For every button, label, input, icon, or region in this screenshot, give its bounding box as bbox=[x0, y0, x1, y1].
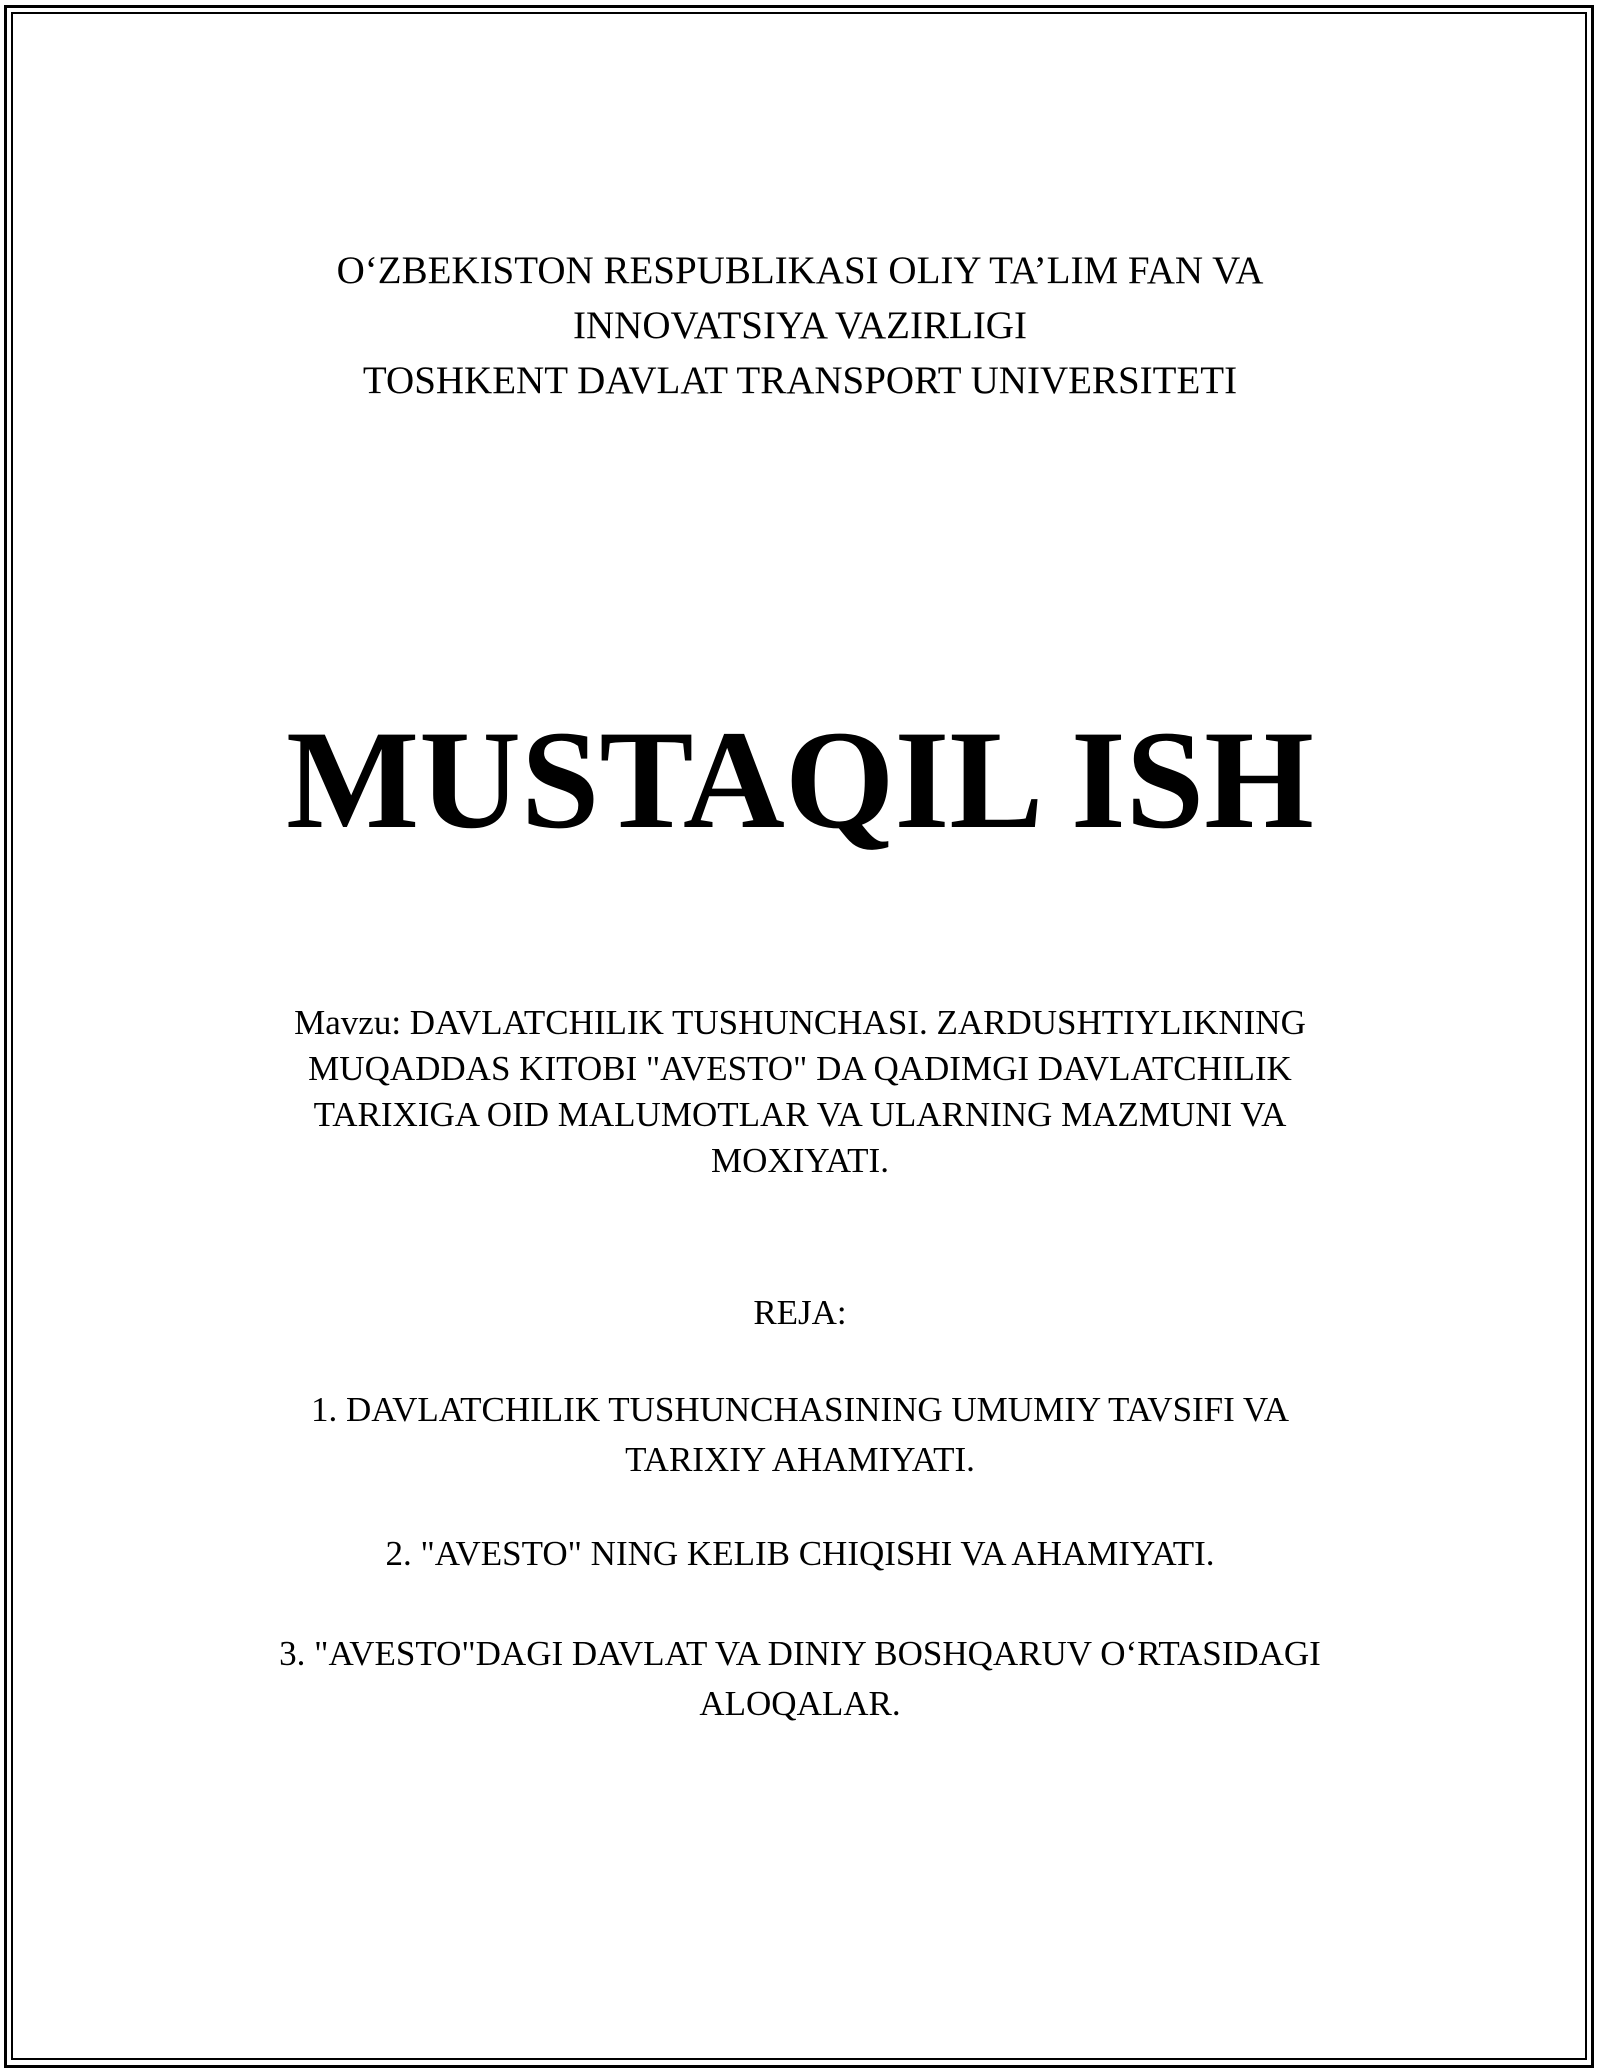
plan-item-line: 1. DAVLATCHILIK TUSHUNCHASINING UMUMIY TAVSIFI VA bbox=[311, 1390, 1289, 1429]
topic-line: TARIXIGA OID MALUMOTLAR VA ULARNING MAZMUNI VA bbox=[313, 1095, 1287, 1134]
plan-heading: REJA: bbox=[753, 1293, 847, 1332]
document-title: MUSTAQIL ISH bbox=[286, 702, 1314, 858]
plan-item-line: 2. "AVESTO" NING KELIB CHIQISHI VA AHAMIYATI. bbox=[385, 1534, 1215, 1573]
topic-line: MUQADDAS KITOBI "AVESTO" DA QADIMGI DAVLATCHILIK bbox=[308, 1049, 1292, 1088]
ministry-header bbox=[0, 243, 1600, 408]
plan-item-line: 3. "AVESTO"DAGI DAVLAT VA DINIY BOSHQARUV O‘RTASIDAGI bbox=[279, 1634, 1321, 1673]
topic-line: MOXIYATI. bbox=[711, 1141, 889, 1180]
header-line: O‘ZBEKISTON RESPUBLIKASI OLIY TA’LIM FAN VA bbox=[336, 249, 1264, 292]
topic-line: Mavzu: DAVLATCHILIK TUSHUNCHASI. ZARDUSHTIYLIKNING bbox=[294, 1003, 1306, 1042]
plan-item bbox=[0, 1385, 1600, 1485]
plan-item bbox=[0, 1529, 1600, 1579]
plan-item bbox=[0, 1629, 1600, 1729]
university-name: TOSHKENT DAVLAT TRANSPORT UNIVERSITETI bbox=[362, 359, 1238, 402]
header-line: INNOVATSIYA VAZIRLIGI bbox=[573, 304, 1027, 347]
plan-item-line: TARIXIY AHAMIYATI. bbox=[625, 1440, 975, 1479]
plan-item-line: ALOQALAR. bbox=[699, 1684, 901, 1723]
topic-block bbox=[0, 1000, 1600, 1184]
